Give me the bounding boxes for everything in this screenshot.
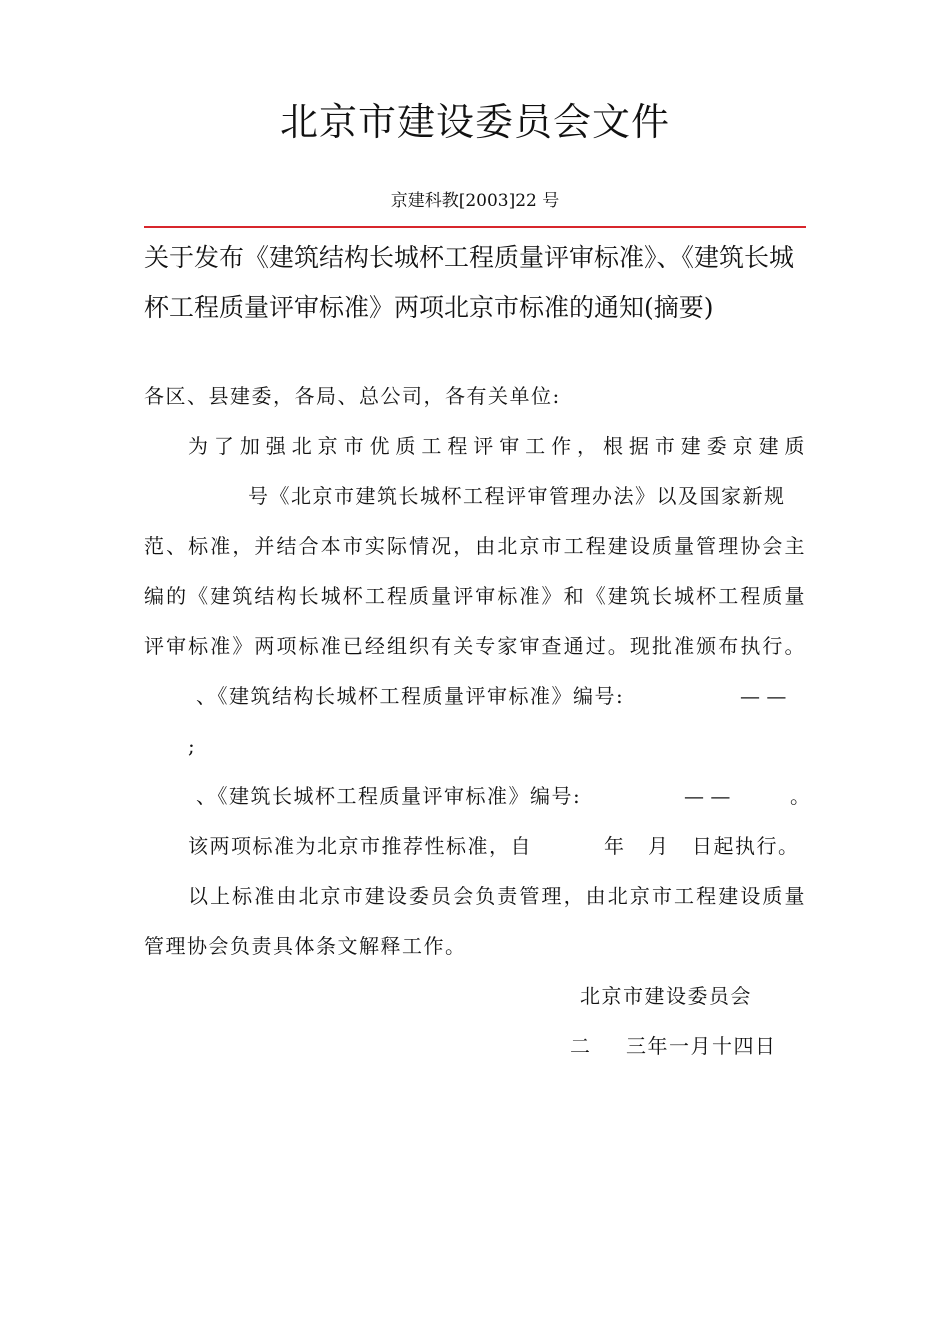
red-header-rule: [144, 226, 806, 228]
signature-date-part-2: 三年一月十四日: [626, 1034, 777, 1058]
paragraph-1-line-1: 为了加强北京市优质工程评审工作，根据市建委京建质: [188, 434, 806, 458]
standard-item-1-code-dashes: — —: [740, 684, 787, 708]
subject-line-2: 杯工程质量评审标准》两项北京市标准的通知(摘要): [144, 293, 714, 322]
paragraph-2-year: 年: [604, 834, 626, 858]
paragraph-3-line-2: 管理协会负责具体条文解释工作。: [144, 934, 467, 958]
paragraph-1-line-5: 评审标准》两项标准已经组织有关专家审查通过。现批准颁布执行。: [144, 634, 806, 658]
standard-item-1-end: ;: [188, 734, 197, 758]
subject-line-1: 关于发布《建筑结构长城杯工程质量评审标准》、《建筑长城: [144, 243, 795, 272]
paragraph-2-month: 月: [648, 834, 670, 858]
document-number: 京建科教[2003]22 号: [390, 191, 560, 211]
signature-issuer: 北京市建设委员会: [580, 984, 752, 1008]
paragraph-1-line-4: 编的《建筑结构长城杯工程质量评审标准》和《建筑长城杯工程质量: [144, 584, 806, 608]
paragraph-2-day: 日起执行。: [692, 834, 800, 858]
paragraph-1-line-2: 号《北京市建筑长城杯工程评审管理办法》以及国家新规: [248, 484, 786, 508]
document-title: 北京市建设委员会文件: [279, 100, 670, 144]
signature-date-part-1: 二: [570, 1034, 592, 1058]
paragraph-2-text: 该两项标准为北京市推荐性标准，自: [188, 834, 532, 858]
paragraph-3-line-1: 以上标准由北京市建设委员会负责管理，由北京市工程建设质量: [188, 884, 806, 908]
salutation: 各区、县建委，各局、总公司，各有关单位:: [144, 384, 561, 408]
paragraph-1-line-3: 范、标准，并结合本市实际情况，由北京市工程建设质量管理协会主: [144, 534, 806, 558]
standard-item-1: 、《建筑结构长城杯工程质量评审标准》编号:: [196, 684, 625, 708]
standard-item-2-end: 。: [790, 784, 812, 808]
standard-item-2: 、《建筑长城杯工程质量评审标准》编号:: [196, 784, 582, 808]
standard-item-2-code-dashes: — —: [684, 784, 731, 808]
